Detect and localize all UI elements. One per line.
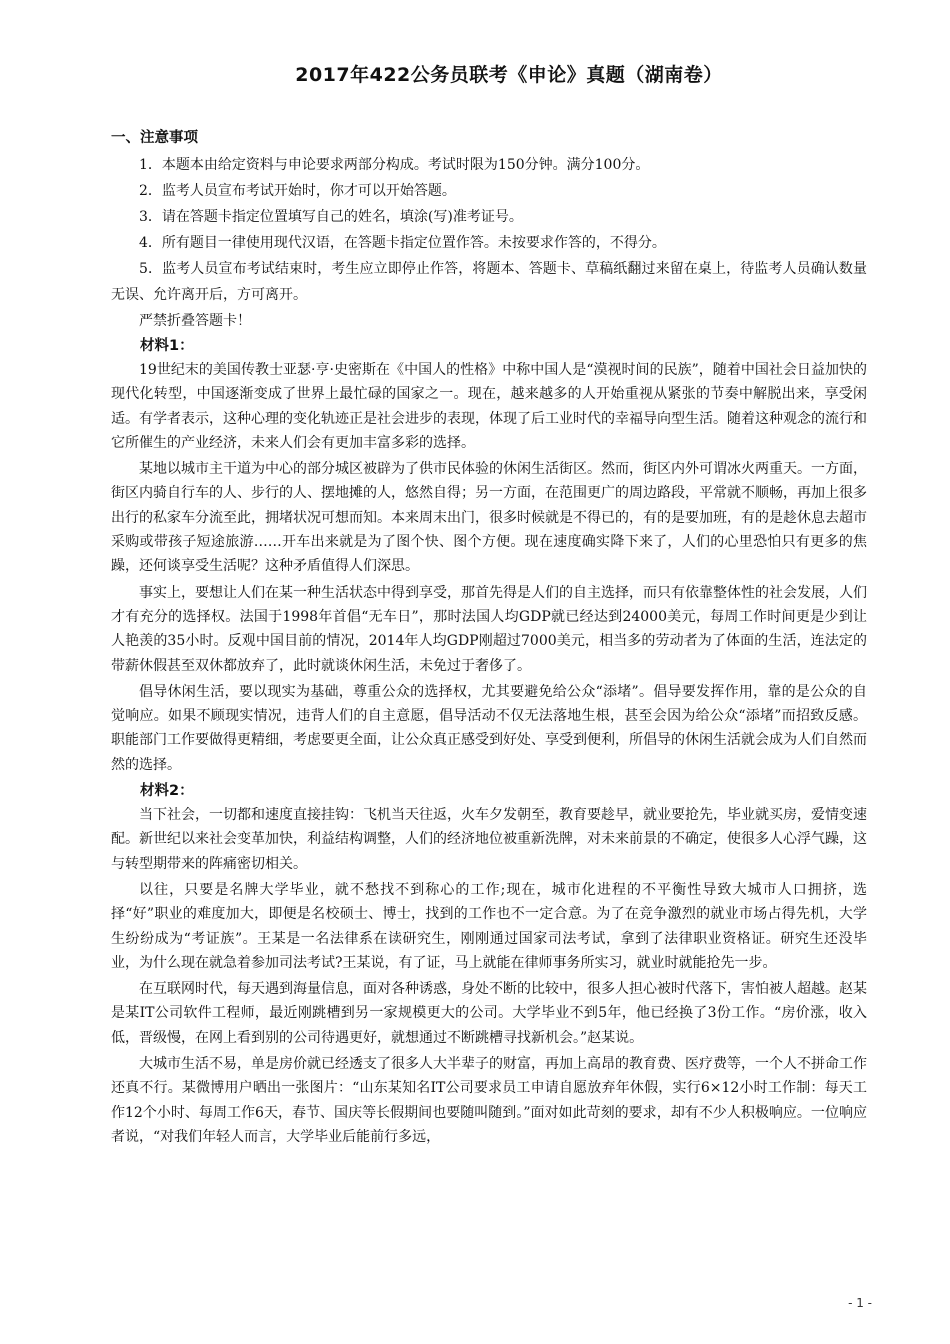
- notice-item: 4．所有题目一律使用现代汉语，在答题卡指定位置作答。未按要求作答的，不得分。: [139, 235, 666, 251]
- material-1-paragraph: 19世纪末的美国传教士亚瑟·亨·史密斯在《中国人的性格》中称中国人是“漠视时间的民族”，随着中国社会日益加快的现代化转型，中国逐渐变成了世界上最忙碌的国家之一。现在，越来越多的人开始重视从紧张的节奏中解脱出来，享受闲适。有学者表示，这种心理的变化轨迹正是社会进步的表现，体现了后工业时代的幸福导向型生活。随着这种观念的流行和它所催生的产业经济，未来人们会有更加丰富多彩的选择。: [111, 362, 867, 451]
- page-number: - 1 -: [848, 1296, 872, 1310]
- material-2-paragraph: 大城市生活不易，单是房价就已经透支了很多人大半辈子的财富，再加上高昂的教育费、医疗费等，一个人不拼命工作还真不行。某微博用户晒出一张图片：“山东某知名IT公司要求员工申请自愿放弃年休假，实行6×12小时工作制：每天工作12个小时、每周工作6天，春节、国庆等长假期间也要随叫随到。”面对如此苛刻的要求，却有不少人积极响应。一位响应者说，“对我们年轻人而言，大学毕业后能前行多远，: [111, 1056, 867, 1145]
- notice-heading: 一、注意事项: [111, 130, 198, 146]
- material-1-paragraph: 倡导休闲生活，要以现实为基础，尊重公众的选择权，尤其要避免给公众“添堵”。倡导要发挥作用，靠的是公众的自觉响应。如果不顾现实情况，违背人们的自主意愿，倡导活动不仅无法落地生根，甚至会因为给公众“添堵”而招致反感。职能部门工作要做得更精细，考虑要更全面，让公众真正感受到好处、享受到便利，所倡导的休闲生活就会成为人们自然而然的选择。: [111, 683, 867, 773]
- notice-item: 5．监考人员宣布考试结束时，考生应立即停止作答，将题本、答题卡、草稿纸翻过来留在桌上，待监考人员确认数量无误、允许离开后，方可离开。: [111, 261, 867, 303]
- material-2-paragraph: 在互联网时代，每天遇到海量信息，面对各种诱惑，身处不断的比较中，很多人担心被时代落下，害怕被人超越。赵某是某IT公司软件工程师，最近刚跳槽到另一家规模更大的公司。大学毕业不到5年，他已经换了3份工作。“房价涨，收入低，晋级慢，在网上看到别的公司待遇更好，就想通过不断跳槽寻找新机会。”赵某说。: [111, 981, 867, 1046]
- document-page: [111, 62, 867, 1151]
- notice-item: 2．监考人员宣布考试开始时，你才可以开始答题。: [139, 183, 456, 199]
- notice-item: 3．请在答题卡指定位置填写自己的姓名，填涂(写)准考证号。: [139, 209, 523, 225]
- material-2-paragraph: 以往，只要是名牌大学毕业，就不愁找不到称心的工作;现在，城市化进程的不平衡性导致大城市人口拥挤，选择“好”职业的难度加大，即便是名校硕士、博士，找到的工作也不一定合意。为了在竞争激烈的就业市场占得先机，大学生纷纷成为“考证族”。王某是一名法律系在读研究生，刚刚通过国家司法考试，拿到了法律职业资格证。研究生还没毕业，为什么现在就急着参加司法考试?王某说，有了证，马上就能在律师事务所实习，就业时就能抢先一步。: [111, 881, 867, 971]
- notice-item: 1．本题本由给定资料与申论要求两部分构成。考试时限为150分钟。满分100分。: [139, 157, 650, 173]
- material-1-paragraph: 某地以城市主干道为中心的部分城区被辟为了供市民体验的休闲生活街区。然而，街区内外可谓冰火两重天。一方面，街区内骑自行车的人、步行的人、摆地摊的人，悠然自得；另一方面，在范围更广的周边路段，平常就不顺畅，再加上很多出行的私家车分流至此，拥堵状况可想而知。本来周末出门，很多时候就是不得已的，有的是要加班，有的是趁休息去超市采购或带孩子短途旅游……开车出来就是为了图个快、图个方便。现在速度确实降下来了，人们的心里恐怕只有更多的焦躁，还何谈享受生活呢？这种矛盾值得人们深思。: [111, 461, 867, 575]
- material-1-heading: 材料1：: [140, 338, 194, 354]
- material-2-heading: 材料2：: [140, 783, 194, 800]
- material-2-paragraph: 当下社会，一切都和速度直接挂钩：飞机当天往返，火车夕发朝至，教育要趁早，就业要抢先，毕业就买房，爱情变速配。新世纪以来社会变革加快，利益结构调整，人们的经济地位被重新洗牌，对未来前景的不确定，使很多人心浮气躁，这与转型期带来的阵痛密切相关。: [111, 807, 867, 872]
- document-title: 2017年422公务员联考《申论》真题（湖南卷）: [295, 64, 723, 86]
- material-1-paragraph: 事实上，要想让人们在某一种生活状态中得到享受，那首先得是人们的自主选择，而只有依靠整体性的社会发展，人们才有充分的选择权。法国于1998年首倡“无车日”，那时法国人均GDP就已经达到24000美元，每周工作时间更是少到让人艳羡的35小时。反观中国目前的情况，2014年人均GDP刚超过7000美元，相当多的劳动者为了体面的生活，连法定的带薪休假甚至双休都放弃了，此时就谈休闲生活，未免过于奢侈了。: [111, 584, 867, 674]
- notice-warning: 严禁折叠答题卡！: [139, 313, 251, 329]
